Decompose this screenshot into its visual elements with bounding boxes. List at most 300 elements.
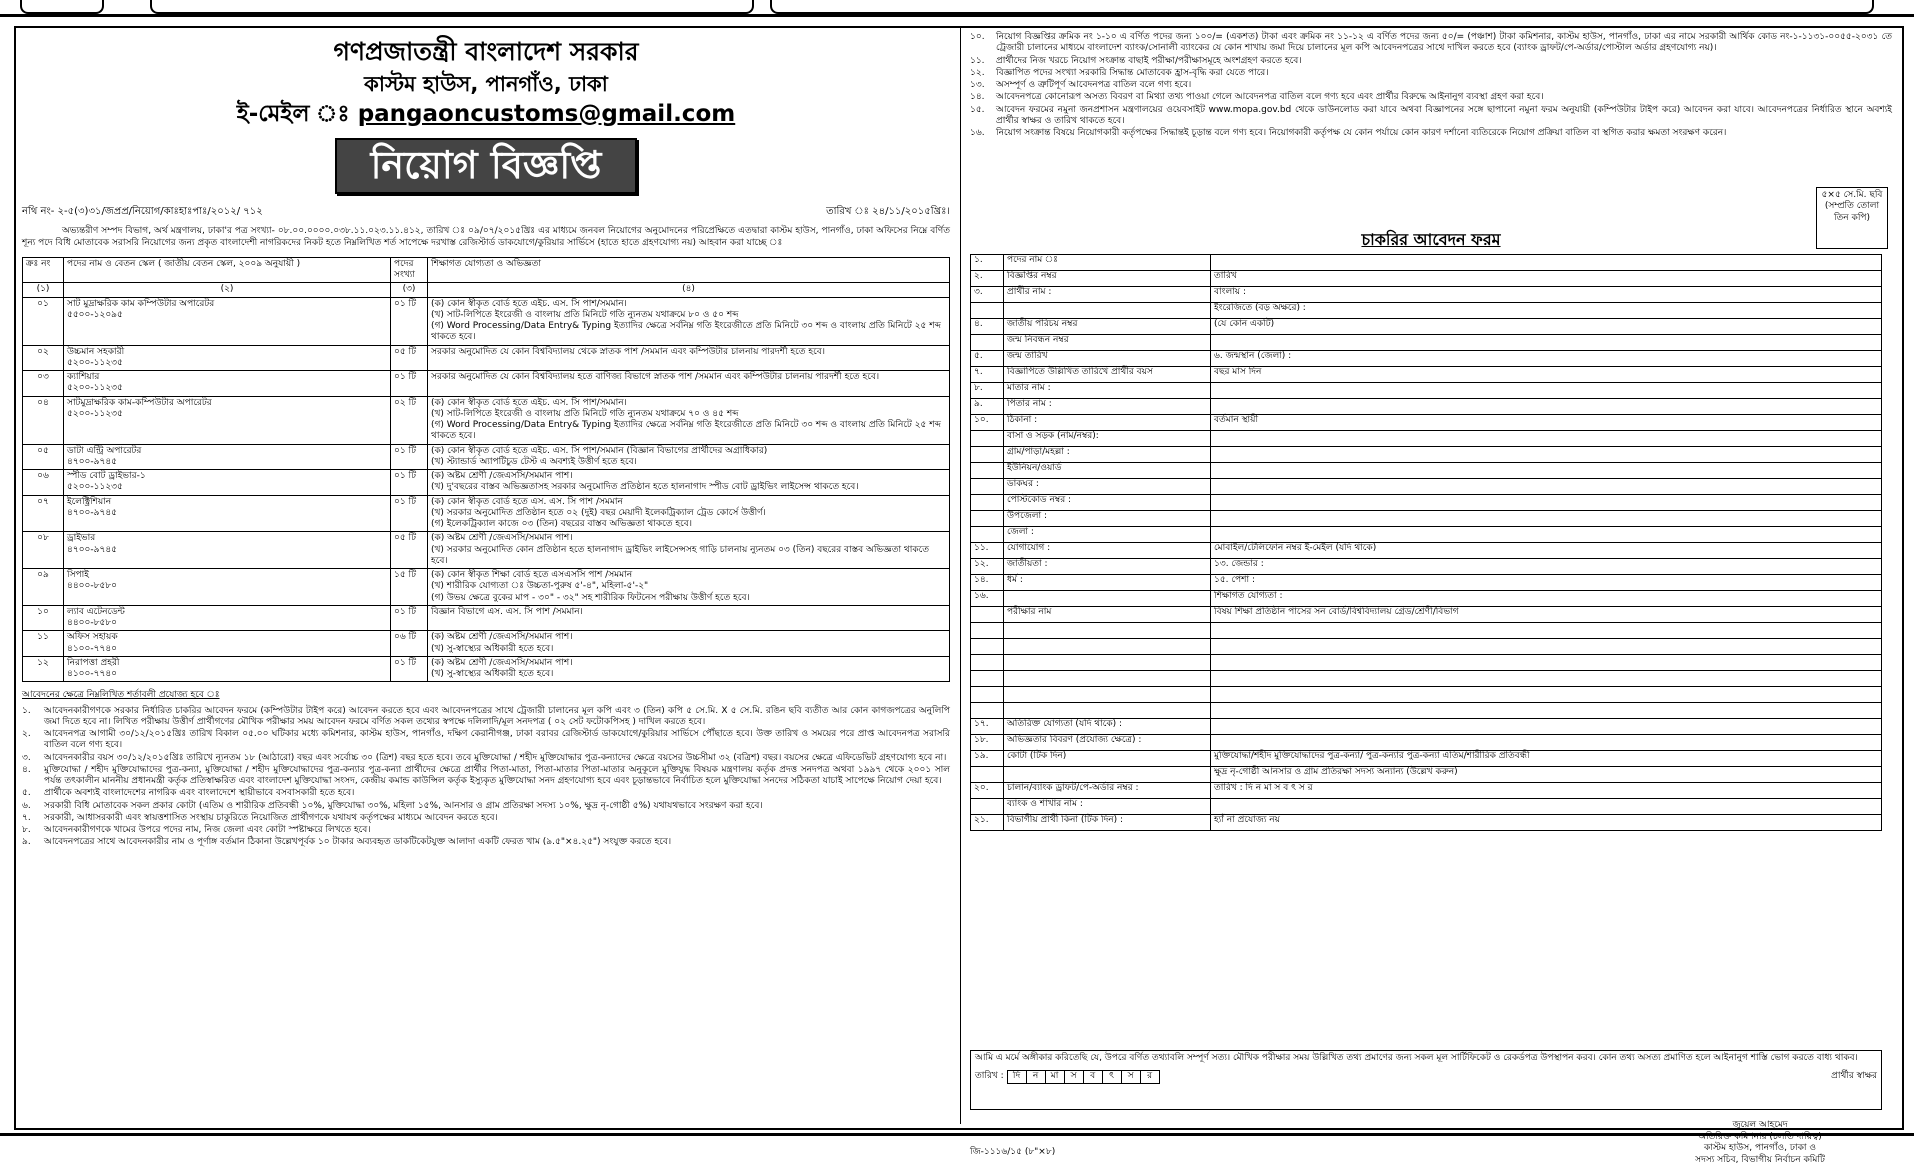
form-row-field: তারিখ	[1211, 271, 1882, 287]
application-form	[970, 254, 1882, 831]
condition-number: ৪.	[22, 764, 31, 775]
form-row-field	[1211, 671, 1882, 687]
form-row-label: পরীক্ষার নাম	[1004, 607, 1211, 623]
form-row-label	[1004, 703, 1211, 719]
form-row-field	[1211, 799, 1882, 815]
declaration-box	[970, 1050, 1882, 1110]
post-requirements: (ক) অষ্টম শ্রেণী /জেএসসি/সমমান পাশ। (খ) সু-স্বাস্থ্যের অধিকারী হতে হবে।	[428, 631, 950, 657]
form-row-number: ৯.	[971, 399, 1004, 415]
form-row-field	[1211, 431, 1882, 447]
condition-text: প্রার্থীদের নিজ খরচে নিয়োগ সংক্রান্ত বাছাই পরীক্ষা/পরীক্ষাসমূহে অংশগ্রহণ করতে হবে।	[996, 55, 1302, 66]
form-row-field	[1211, 335, 1882, 351]
pay-scale: ৪৪০০-৮৫৮০	[67, 581, 118, 592]
post-name-cell	[64, 444, 391, 470]
form-row-number	[971, 479, 1004, 495]
form-row-field: ১৫. পেশা :	[1211, 575, 1882, 591]
form-row-field: ইংরেজিতে (বড় অক্ষরে) :	[1211, 303, 1882, 319]
form-row-number	[971, 335, 1004, 351]
pay-scale: ৫৫০০-১২০৯৫	[67, 309, 123, 320]
form-row-field: বর্তমান স্থায়ী	[1211, 415, 1882, 431]
form-row-number	[971, 463, 1004, 479]
form-row-field	[1211, 623, 1882, 639]
form-row-number: ১৬.	[971, 591, 1004, 607]
conditions-title: আবেদনের ক্ষেত্রে নিম্নলিখিত শর্তাবলী প্রযোজ্য হবে ঃ	[22, 690, 220, 701]
form-row-number: ১৯.	[971, 751, 1004, 767]
condition-text: সরকারী, আধাসরকারী এবং স্বায়ত্তশাসিত সংস্থায় চাকুরিতে নিয়োজিত প্রার্থীগণকে যথাযথ কর্তৃপক্ষের মাধ্যমে আবেদন করতে হবে।	[44, 812, 498, 823]
condition-item	[970, 128, 1892, 139]
post-requirements: (ক) কোন স্বীকৃত বোর্ড হতে এইচ. এস. সি পাশ/সমমান। (খ) সাট-লিপিতে ইংরেজী ও বাংলায় প্রতি মিনিটে গতি ন্যুনতম যথাক্রমে ৭০ ও ৪৫ শব্দ (গ) Word Processing/Data Entry& Typing ইত্যাদির ক্ষেত্রে সর্বনিম্ন গতি ইংরেজীতে প্রতি মিনিটে ৩০ শব্দ ও বাংলায় প্রতি মিনিটে ২৫ শব্দ থাকতে হবে।	[428, 396, 950, 444]
form-row-field	[1211, 255, 1882, 271]
form-row-number	[971, 623, 1004, 639]
form-row-label: ডাকঘর :	[1004, 479, 1211, 495]
form-row-number: ২.	[971, 271, 1004, 287]
form-row-number: ১৪.	[971, 575, 1004, 591]
form-row	[971, 383, 1882, 399]
post-serial: ০৭	[23, 495, 64, 532]
date-cell: স	[1064, 1071, 1083, 1082]
form-row-number	[971, 671, 1004, 687]
email-line	[22, 100, 950, 129]
condition-number: ৯.	[22, 837, 31, 848]
post-name-cell	[64, 470, 391, 496]
form-row-field	[1211, 703, 1882, 719]
condition-text: আবেদনকারীগণকে সরকার নির্ধারিত চাকরির আবেদন ফরমে (কম্পিউটার টাইপ করে) আবেদন করতে হবে এবং আবেদনপত্রের সাথে ট্রেজারী চালানের মূল কপি এবং ৩ (তিন) কপি ৫ সে.মি. X ৫ সে.মি. রঙিন ছবি ব্যতীত আর কোন কাগজপত্রের অনুলিপি জমা দিতে হবে না। লিখিত পরীক্ষায় উত্তীর্ণ প্রার্থীগণের মৌখিক পরীক্ষার সময় আবেদন ফরমে বর্ণিত সকল তথ্যের স্বপক্ষে দলিলাদি/মূল সনদপত্র ( ০২ সেট ফটোকপিসহ ) দাখিল করতে হবে।	[44, 705, 950, 727]
form-row-field: বাংলায় :	[1211, 287, 1882, 303]
signatory-line-2: কাস্টম হাউস, পানগাঁও, ঢাকা ও	[1704, 1143, 1816, 1154]
table-row	[23, 297, 950, 345]
post-name-cell	[64, 345, 391, 371]
notice-header	[22, 36, 950, 194]
form-row	[971, 495, 1882, 511]
form-row-number: ৮.	[971, 383, 1004, 399]
form-row	[971, 591, 1882, 607]
form-row-label: জন্ম নিবন্ধন নম্বর	[1004, 335, 1211, 351]
condition-number: ১৪.	[970, 92, 985, 103]
post-name: সাটমুদ্রাক্ষরিক কাম-কম্পিউটার অপারেটর	[67, 397, 212, 408]
col-header-qualification: শিক্ষাগত যোগ্যতা ও অভিজ্ঞতা	[428, 257, 950, 283]
condition-number: ১.	[22, 705, 31, 716]
table-row	[23, 396, 950, 444]
conditions-list	[22, 706, 950, 849]
form-row	[971, 415, 1882, 431]
condition-item	[22, 765, 950, 788]
form-row-label	[1004, 767, 1211, 783]
post-serial: ০৬	[23, 470, 64, 496]
form-row-number: ১৭.	[971, 719, 1004, 735]
form-row-number	[971, 639, 1004, 655]
condition-item	[970, 105, 1892, 128]
form-row-field: বছর মাস দিন	[1211, 367, 1882, 383]
govt-code: জি-১১১৬/১৫ (৮"×৮)	[970, 1147, 1056, 1157]
form-row-label: বাসা ও সড়ক (নাম/নম্বর):	[1004, 431, 1211, 447]
pay-scale: ৫২০০-১১২৩৫	[67, 357, 123, 368]
post-count: ০৫ টি	[391, 345, 428, 371]
form-row	[971, 783, 1882, 799]
post-count: ০১ টি	[391, 371, 428, 397]
form-row-field	[1211, 479, 1882, 495]
form-row-number	[971, 431, 1004, 447]
form-row-number	[971, 527, 1004, 543]
form-row-number	[971, 511, 1004, 527]
condition-text: অসম্পূর্ণ ও ত্রুটিপূর্ণ আবেদনপত্র বাতিল বলে গণ্য হবে।	[996, 80, 1192, 90]
form-row-label: বিভাগীয় প্রার্থী কিনা (টিক দিন) :	[1004, 815, 1211, 831]
form-row-number: ১১.	[971, 543, 1004, 559]
post-name: ইলেক্ট্রিশিয়ান	[67, 496, 112, 507]
post-name-cell	[64, 532, 391, 569]
form-row-field: শিক্ষাগত যোগ্যতা :	[1211, 591, 1882, 607]
post-requirements: (ক) কোন স্বীকৃত বোর্ড হতে এইচ. এস. সি পাশ/সমমান (বিজ্ঞান বিভাগের প্রার্থীদের অগ্রাধিকার) (খ) স্ট্যান্ডার্ড অ্যাপটিচুড টেস্ট এ অবশ্যই উত্তীর্ণ হতে হবে।	[428, 444, 950, 470]
form-row-number: ৪.	[971, 319, 1004, 335]
pay-scale: ৪৭০০-৯৭৪৫	[67, 507, 118, 518]
form-row-number	[971, 495, 1004, 511]
post-count: ০১ টি	[391, 444, 428, 470]
post-name: ক্যাশিয়ার	[67, 372, 100, 382]
col-header-count: পদের সংখ্যা	[391, 257, 428, 283]
previous-page-strip	[0, 0, 1914, 17]
post-count: ০৫ টি	[391, 532, 428, 569]
post-serial: ০২	[23, 345, 64, 371]
photo-box: ৫×৫ সে.মি. ছবি (সম্প্রতি তোলা তিন কপি)	[1816, 187, 1888, 249]
table-row	[23, 631, 950, 657]
form-row	[971, 751, 1882, 767]
form-row	[971, 335, 1882, 351]
post-requirements: (ক) অষ্টম শ্রেণী /জেএসসি/সমমান পাশ। (খ) সরকার অনুমোদিত কোন প্রতিষ্ঠান হতে হালনাগাদ ড্রাইভিং লাইসেন্সসহ গাড়ি চালনায় ন্যুনতম ০৩ (তিন) বছরের বাস্তব অভিজ্ঞতা থাকতে হবে।	[428, 532, 950, 569]
post-serial: ০১	[23, 297, 64, 345]
post-serial: ১১	[23, 631, 64, 657]
post-requirements: বিজ্ঞান বিভাগে এস. এস. সি পাশ /সমমান।	[428, 605, 950, 631]
form-row-field: (যে কোন একটি)	[1211, 319, 1882, 335]
form-row-field	[1211, 719, 1882, 735]
post-name: নিরাপত্তা প্রহরী	[67, 657, 120, 668]
post-name: ড্রাইভার	[67, 533, 96, 544]
date-cell: ব	[1083, 1071, 1102, 1082]
memo-number: নথি নং- ২-৫(৩)৩১/জপ্রপ্র/নিয়োগ/কাঃহাঃপাঃ/২০১২/ ৭১২	[22, 205, 263, 217]
post-name-cell	[64, 656, 391, 682]
post-name-cell	[64, 396, 391, 444]
condition-number: ৮.	[22, 825, 31, 835]
condition-number: ৬.	[22, 800, 31, 811]
form-row	[971, 559, 1882, 575]
condition-item	[22, 801, 950, 812]
date-boxes	[1007, 1070, 1160, 1083]
condition-item	[970, 32, 1892, 55]
form-row-label: গ্রাম/পাড়া/মহল্লা :	[1004, 447, 1211, 463]
post-requirements: (ক) অষ্টম শ্রেণী /জেএসসি/সমমান পাশ। (খ) দু'বছরের বাস্তব অভিজ্ঞতাসহ সরকার অনুমোদিত প্রতিষ্ঠান হতে হালনাগাদ স্পীড বোট ড্রাইভিং লাইসেন্স থাকতে হবে।	[428, 470, 950, 496]
condition-number: ১২.	[970, 67, 985, 78]
condition-text: আবেদনকারীর বয়স ৩০/১২/২০১৫খ্রিঃ তারিখে ন্যূনতম ১৮ (আঠারো) বছর এবং সর্বোচ্চ ৩০ (ত্রিশ) বছর হতে হবে। তবে মুক্তিযোদ্ধা / শহীদ মুক্তিযোদ্ধার পুত্র-কন্যাদের ক্ষেত্রে বয়সের উচ্চসীমা ৩২ (বত্রিশ) বছর। বয়সের ক্ষেত্রে এফিডেভিট গ্রহণযোগ্য হবে না।	[44, 752, 947, 763]
post-name: স্পীড বোট ড্রাইভার-১	[67, 471, 146, 481]
form-row-number	[971, 447, 1004, 463]
form-row	[971, 815, 1882, 831]
form-row-field	[1211, 463, 1882, 479]
condition-number: ১১.	[970, 55, 985, 66]
form-row-label: পিতার নাম :	[1004, 399, 1211, 415]
form-row-field	[1211, 687, 1882, 703]
condition-number: ৫.	[22, 788, 31, 799]
form-row-field	[1211, 495, 1882, 511]
pay-scale: ৫২০০-১১২৩৫	[67, 408, 123, 419]
condition-item	[970, 92, 1892, 103]
date-cell: র	[1140, 1071, 1159, 1082]
form-row-field	[1211, 383, 1882, 399]
condition-text: আবেদনপত্রের সাথে আবেদনকারীর নাম ও পূর্ণাঙ্গ বর্তমান ঠিকানা উল্লেখপূর্বক ১০ টাকার অব্যবহৃত ডাকটিকেটযুক্ত আলাদা একটি ফেরত খাম (৯.৫"×৪.২৫") সংযুক্ত করতে হবে।	[44, 837, 672, 848]
form-row-field: বিষয় শিক্ষা প্রতিষ্ঠান পাসের সন বোর্ড/বিশ্ববিদ্যালয় গ্রেড/শ্রেণী/বিভাগ	[1211, 607, 1882, 623]
condition-text: নিয়োগ বিজ্ঞপ্তির ক্রমিক নং ১-১০ এ বর্ণিত পদের জন্য ১০০/= (একশত) টাকা এবং ক্রমিক নং ১১-১২ এ বর্ণিত পদের জন্য ৫০/= (পঞ্চাশ) টাকা কমিশনার, কাস্টম হাউস, পানগাঁও, ঢাকা এর নামে সরকারী আর্থিক কোড নং-১-১১৩১-০০৫৫-২০৩১ তে ট্রেজারী চালানের মাধ্যমে বাংলাদেশ ব্যাংক/সোনালী ব্যাংকের যে কোন শাখায় জমা দিয়ে চালানের মূল কপি আবেদনপত্রের সাথে দাখিল করতে হবে (ব্যাংক ড্রাফট/পে-অর্ডার/পোস্টাল অর্ডার গ্রহণযোগ্য নয়)।	[996, 32, 1892, 54]
form-row-label: জেলা :	[1004, 527, 1211, 543]
form-row	[971, 575, 1882, 591]
form-row	[971, 623, 1882, 639]
form-row-label: অভিজ্ঞতার বিবরণ (প্রযোজ্য ক্ষেত্রে) :	[1004, 735, 1211, 751]
condition-number: ২.	[22, 729, 31, 739]
post-name-cell	[64, 605, 391, 631]
condition-item	[22, 753, 950, 764]
application-form-body	[971, 255, 1882, 831]
form-row-label: যোগাযোগ :	[1004, 543, 1211, 559]
post-name-cell	[64, 569, 391, 606]
form-row-label: ইউনিয়ন/ওয়ার্ড	[1004, 463, 1211, 479]
post-count: ০২ টি	[391, 396, 428, 444]
applicant-signature-label: প্রার্থীর স্বাক্ষর	[1831, 1071, 1877, 1082]
intro-paragraph: অভ্যন্তরীণ সম্পদ বিভাগ, অর্থ মন্ত্রণালয়, ঢাকা'র পত্র সংখ্যা- ০৮.০০.০০০০.০৩৮.১১.০২৩.১১.৪১২, তারিখ ঃ ০৯/০৭/২০১৫খ্রিঃ এর মাধ্যমে জনবল নিয়োগের অনুমোদনের পরিপ্রেক্ষিতে এতদ্বারা কাস্টম হাউস, পানগাঁও, ঢাকা অফিসের নিম্নে বর্ণিত শূন্য পদে বিধি মোতাবেক সরাসরি নিয়োগের জন্য প্রকৃত বাংলাদেশী নাগরিকদের নিকট হতে নিম্নলিখিত শর্ত সাপেক্ষে দরখাস্ত রেজিস্টার্ড ডাকযোগে/কুরিয়ার সার্ভিসে (হাতে হাতে গ্রহণযোগ্য নয়) আহবান করা যাচ্ছে ঃ	[22, 226, 950, 248]
post-name: অফিস সহায়ক	[67, 632, 118, 643]
form-row	[971, 671, 1882, 687]
form-row-label: কোটা (টিক দিন)	[1004, 751, 1211, 767]
table-row	[23, 495, 950, 532]
pay-scale: ৪১০০-৭৭৪০	[67, 669, 118, 679]
post-serial: ০৯	[23, 569, 64, 606]
form-row-field: তারিখ : দি ন মা স ব ৎ স র	[1211, 783, 1882, 799]
pay-scale: ৫২০০-১১২৩৫	[67, 383, 123, 394]
condition-item	[22, 706, 950, 729]
form-row	[971, 255, 1882, 271]
date-cell: দি	[1012, 1071, 1021, 1082]
form-row-label: জাতীয়তা :	[1004, 559, 1211, 575]
declaration-date	[975, 1070, 1160, 1083]
form-row	[971, 351, 1882, 367]
condition-number: ১৬.	[970, 128, 985, 138]
form-row-number: ৩.	[971, 287, 1004, 303]
col-header-sl: ক্রঃ নং	[23, 257, 64, 283]
condition-item	[22, 837, 950, 848]
form-row-number: ১৮.	[971, 735, 1004, 751]
form-row-number	[971, 687, 1004, 703]
post-count: ০১ টি	[391, 605, 428, 631]
table-row	[23, 605, 950, 631]
form-row-label: জাতীয় পরিচয় নম্বর	[1004, 319, 1211, 335]
table-row	[23, 371, 950, 397]
form-row-field	[1211, 735, 1882, 751]
table-row	[23, 569, 950, 606]
date-cell: ন	[1026, 1071, 1045, 1082]
form-row-label	[1004, 303, 1211, 319]
date-cell: স	[1121, 1071, 1140, 1082]
post-name: সাট মুদ্রাক্ষরিক কাম কম্পিউটার অপারেটর	[67, 298, 215, 309]
right-conditions-list	[970, 32, 1892, 139]
form-row-number	[971, 703, 1004, 719]
form-row-label	[1004, 671, 1211, 687]
form-row-label	[1004, 687, 1211, 703]
post-name-cell	[64, 297, 391, 345]
declaration-date-label: তারিখ :	[975, 1071, 1004, 1082]
form-row-field	[1211, 527, 1882, 543]
pay-scale: ৪১০০-৭৭৪০	[67, 643, 118, 654]
form-row-label: ব্যাংক ও শাখার নাম :	[1004, 799, 1211, 815]
form-row-label: উপজেলা :	[1004, 511, 1211, 527]
table-row	[23, 470, 950, 496]
post-name: ডাটা এন্ট্রি অপারেটর	[67, 445, 142, 456]
form-row-number: ১২.	[971, 559, 1004, 575]
form-row	[971, 319, 1882, 335]
table-header-row	[23, 257, 950, 283]
date-cell: মা	[1045, 1071, 1064, 1082]
condition-item	[970, 80, 1892, 91]
post-name-cell	[64, 371, 391, 397]
form-row-field: ক্ষুদ্র নৃ-গোষ্ঠী আনসার ও গ্রাম প্রতিরক্ষা সদস্য অন্যান্য (উল্লেখ করুন)	[1211, 767, 1882, 783]
form-row-field: ১৩. জেন্ডার :	[1211, 559, 1882, 575]
signatory-line-1: অতিরিক্ত কমিশনার (চলতি দায়িত্ব)	[1698, 1131, 1822, 1142]
email-label: ই-মেইল ঃ	[236, 100, 350, 127]
form-row	[971, 735, 1882, 751]
form-row-field	[1211, 399, 1882, 415]
signatory-name: জুয়েল আহমেদ	[1732, 1120, 1788, 1130]
form-row	[971, 719, 1882, 735]
form-row	[971, 271, 1882, 287]
pay-scale: ৪৪০০-৮৫৮০	[67, 618, 118, 628]
form-row	[971, 639, 1882, 655]
left-column	[22, 32, 950, 850]
form-row-field: মোবাইল/টেলিফোন নম্বর ই-মেইল (যদি থাকে)	[1211, 543, 1882, 559]
memo-date: তারিখ ঃ ২৪/১১/২০১৫খ্রিঃ।	[826, 205, 950, 217]
form-row-label: মাতার নাম :	[1004, 383, 1211, 399]
condition-number: ১৩.	[970, 80, 985, 90]
notice-banner: নিয়োগ বিজ্ঞপ্তি	[335, 138, 638, 194]
form-row-label: অতিরিক্ত যোগ্যতা (যদি থাকে) :	[1004, 719, 1211, 735]
form-row	[971, 687, 1882, 703]
form-row	[971, 767, 1882, 783]
condition-number: ৭.	[22, 812, 31, 823]
table-row	[23, 532, 950, 569]
declaration-footer	[975, 1070, 1877, 1083]
condition-text: আবেদনকারীগণকে খামের উপরে পদের নাম, নিজ জেলা এবং কোটা স্পষ্টাক্ষরে লিখতে হবে।	[44, 825, 371, 835]
column-divider	[960, 28, 961, 1124]
pay-scale: ৫২০০-১১২৩৫	[67, 482, 123, 493]
condition-text: আবেদনপত্র আগামী ৩০/১২/২০১৫খ্রিঃ তারিখ বিকাল ০৫.০০ ঘটিকার মধ্যে কমিশনার, কাস্টম হাউস, পানগাঁও, দক্ষিণ কেরানীগঞ্জ, ঢাকা বরাবর রেজিস্টার্ড ডাকযোগে/কুরিয়ার সার্ভিসে পৌঁছাতে হবে। উক্ত তারিখ ও সময়ের পরে প্রাপ্ত আবেদনপত্র সরাসরি বাতিল বলে গণ্য হবে।	[44, 729, 950, 751]
form-row	[971, 303, 1882, 319]
form-row-field	[1211, 639, 1882, 655]
table-colnum-row	[23, 283, 950, 297]
form-row-label: পোস্টকোড নম্বর :	[1004, 495, 1211, 511]
form-row	[971, 431, 1882, 447]
form-row-number: ৫.	[971, 351, 1004, 367]
form-row-label: চালান/ব্যাংক ড্রাফট/পে-অর্ডার নম্বর :	[1004, 783, 1211, 799]
form-row	[971, 287, 1882, 303]
form-title: চাকরির আবেদন ফরম	[1361, 230, 1501, 249]
form-row-label	[1004, 623, 1211, 639]
form-row-label: জন্ম তারিখ	[1004, 351, 1211, 367]
condition-text: মুক্তিযোদ্ধা / শহীদ মুক্তিযোদ্ধাদের পুত্র-কন্যা, মুক্তিযোদ্ধা / শহীদ মুক্তিযোদ্ধাদের পুত্র-কন্যার পুত্র-কন্যা প্রার্থীদের ক্ষেত্রে প্রার্থীর পিতা-মাতা, পিতা-মাতার পিতা-মাতার অনুকূলে মুক্তিযুদ্ধ বিষয়ক মন্ত্রণালয় কর্তৃক প্রদত্ত সনদপত্র অথবা ১৯৯৭ থেকে ২০০১ সাল পর্যন্ত তৎকালীন মাননীয় প্রধানমন্ত্রী কর্তৃক প্রতিস্বাক্ষরিত এবং বাংলাদেশ মুক্তিযোদ্ধা সংসদ, কেন্দ্রীয় কমান্ড কাউন্সিল কর্তৃক ইস্যুকৃত মুক্তিযোদ্ধা সনদ গ্রহণযোগ্য হবে এবং চূড়ান্তভাবে নির্বাচিত হলে মুক্তিযোদ্ধা সনদের সঠিকতা যাচাই সাপেক্ষে নিয়োগ দেয়া হবে।	[44, 764, 950, 786]
condition-number: ৩.	[22, 752, 31, 763]
condition-item	[22, 825, 950, 836]
condition-text: বিজ্ঞাপিত পদের সংখ্যা সরকারি সিদ্ধান্ত মোতাবেক হ্রাস-বৃদ্ধি করা যেতে পারে।	[996, 67, 1269, 78]
post-requirements: সরকার অনুমোদিত যে কোন বিশ্ববিদ্যালয় হতে বাণিজ্য বিভাগে স্নাতক পাশ /সমমান এবং কম্পিউটার চালনায় পারদর্শী হতে হবে।	[428, 371, 950, 397]
government-title: গণপ্রজাতন্ত্রী বাংলাদেশ সরকার	[333, 37, 639, 66]
condition-number: ১০.	[970, 32, 985, 42]
form-row	[971, 543, 1882, 559]
form-row-label: ধর্ম :	[1004, 575, 1211, 591]
form-row-label	[1004, 591, 1211, 607]
post-requirements: সরকার অনুমোদিত যে কোন বিশ্ববিদ্যালয় থেকে স্নাতক পাশ /সমমান এবং কম্পিউটার চালনায় পারদর্শী হতে হবে।	[428, 345, 950, 371]
post-count: ০১ টি	[391, 495, 428, 532]
post-requirements: (ক) কোন স্বীকৃত বোর্ড হতে এইচ. এস. সি পাশ/সমমান। (খ) সাট-লিপিতে ইংরেজী ও বাংলায় প্রতি মিনিটে গতি ন্যুনতম যথাক্রমে ৮০ ও ৫০ শব্দ (গ) Word Processing/Data Entry& Typing ইত্যাদির ক্ষেত্রে সর্বনিম্ন গতি ইংরেজীতে প্রতি মিনিটে ৩০ শব্দ ও বাংলায় প্রতি মিনিটে ২৫ শব্দ থাকতে হবে।	[428, 297, 950, 345]
post-name: সিপাই	[67, 570, 89, 580]
colnum-1: (১)	[23, 283, 64, 297]
signatory-line-3: সদস্য সচিব, বিভাগীয় নির্বাচন কমিটি	[1695, 1155, 1825, 1166]
condition-item	[22, 813, 950, 824]
condition-item	[970, 68, 1892, 79]
form-row	[971, 463, 1882, 479]
condition-text: নিয়োগ সংক্রান্ত বিষয়ে নিয়োগকারী কর্তৃপক্ষের সিদ্ধান্তই চূড়ান্ত বলে গণ্য হবে। নিয়োগকারী কর্তৃপক্ষ যে কোন পর্যায়ে কোন কারণ দর্শানো ব্যতিরেকে নিয়োগ প্রক্রিয়া বাতিল বা স্থগিত করার ক্ষমতা সংরক্ষণ করেন।	[996, 128, 1727, 138]
form-row-field	[1211, 511, 1882, 527]
form-row-number: ১০.	[971, 415, 1004, 431]
form-row	[971, 511, 1882, 527]
form-row-number: ২১.	[971, 815, 1004, 831]
post-requirements: (ক) কোন স্বীকৃত বোর্ড হতে এস. এস. সি পাশ /সমমান (খ) সরকার অনুমোদিত প্রতিষ্ঠান হতে ০২ (দুই) বছর মেয়াদী ইলেকট্রিক্যাল ট্রেড কোর্সে উত্তীর্ণ। (গ) ইলেকট্রিক্যাল কাজে ০৩ (তিন) বছরের বাস্তব অভিজ্ঞতা থাকতে হবে।	[428, 495, 950, 532]
form-row-number: ৭.	[971, 367, 1004, 383]
post-name: ল্যাব এটেনডেন্ট	[67, 606, 125, 617]
date-cell: ৎ	[1102, 1071, 1121, 1082]
declaration-text: আমি এ মর্মে অঙ্গীকার করিতেছি যে, উপরে বর্ণিত তথ্যাবলি সম্পূর্ণ সত্য। মৌখিক পরীক্ষার সময় উল্লিখিত তথ্য প্রমাণের জন্য সকল মূল সার্টিফিকেট ও রেকর্ডপত্র উপস্থাপন করব। কোন তথ্য অসত্য প্রমাণিত হলে আইনানুগ শাস্তি ভোগ করতে বাধ্য থাকব।	[975, 1053, 1858, 1063]
form-row-field: হ্যাঁ না প্রযোজ্য নয়	[1211, 815, 1882, 831]
email-link[interactable]: pangaoncustoms@gmail.com	[357, 100, 736, 127]
post-serial: ১২	[23, 656, 64, 682]
form-row-label	[1004, 639, 1211, 655]
form-row-label: প্রার্থীর নাম :	[1004, 287, 1211, 303]
form-row-label: ঠিকানা :	[1004, 415, 1211, 431]
col-header-post: পদের নাম ও বেতন স্কেল ( জাতীয় বেতন স্কেল, ২০০৯ অনুযায়ী )	[64, 257, 391, 283]
form-row	[971, 607, 1882, 623]
post-requirements: (ক) কোন স্বীকৃত শিক্ষা বোর্ড হতে এসএসসি পাশ /সমমান (খ) শারীরিক যোগ্যতা ঃ উচ্চতা-পুরুষ ৫'-৪", মহিলা-৫'-২" (গ) উভয় ক্ষেত্রে বুকের মাপ - ৩০" - ৩২" সহ শারীরিক ফিটনেস পরীক্ষায় উত্তীর্ণ হতে হবে।	[428, 569, 950, 606]
right-column	[970, 32, 1892, 1166]
post-name-cell	[64, 631, 391, 657]
post-name: উচ্চমান সহকারী	[67, 346, 125, 357]
signature-block	[1630, 1120, 1890, 1167]
form-row-field	[1211, 655, 1882, 671]
condition-text: প্রার্থীকে অবশ্যই বাংলাদেশের নাগরিক এবং বাংলাদেশে স্থায়ীভাবে বসবাসকারী হতে হবে।	[44, 788, 355, 799]
colnum-2: (২)	[64, 283, 391, 297]
form-row-number: ২০.	[971, 783, 1004, 799]
colnum-3: (৩)	[391, 283, 428, 297]
post-serial: ১০	[23, 605, 64, 631]
post-count: ০১ টি	[391, 656, 428, 682]
office-address: কাস্টম হাউস, পানগাঁও, ঢাকা	[364, 72, 608, 97]
form-row	[971, 367, 1882, 383]
posts-table-body	[23, 297, 950, 682]
form-row-field: ৬. জন্মস্থান (জেলা) :	[1211, 351, 1882, 367]
form-row-field	[1211, 447, 1882, 463]
form-row-number: ১.	[971, 255, 1004, 271]
pay-scale: ৪৭০০-৯৭৪৫	[67, 456, 118, 467]
form-row	[971, 479, 1882, 495]
post-serial: ০৫	[23, 444, 64, 470]
pay-scale: ৪৭০০-৯৭৪৫	[67, 544, 118, 555]
form-row-number	[971, 767, 1004, 783]
condition-item	[970, 56, 1892, 67]
form-row	[971, 527, 1882, 543]
form-row	[971, 447, 1882, 463]
condition-text: আবেদন ফরমের নমুনা জনপ্রশাসন মন্ত্রণালয়ের ওয়েবসাইট www.mopa.gov.bd থেকে ডাউনলোড করা যাবে অথবা বিজ্ঞাপনের সঙ্গে ছাপানো নমুনা ফরম অনুযায়ী (কম্পিউটার টাইপ করে) আবেদন করা যাবে। আবেদনপত্রের নির্ধারিত স্থানে অবশ্যই প্রার্থীর স্বাক্ষর ও তারিখ থাকতে হবে।	[996, 104, 1892, 126]
form-row-label: বিজ্ঞপ্তির নম্বর	[1004, 271, 1211, 287]
bottom-rule	[0, 1133, 1914, 1136]
